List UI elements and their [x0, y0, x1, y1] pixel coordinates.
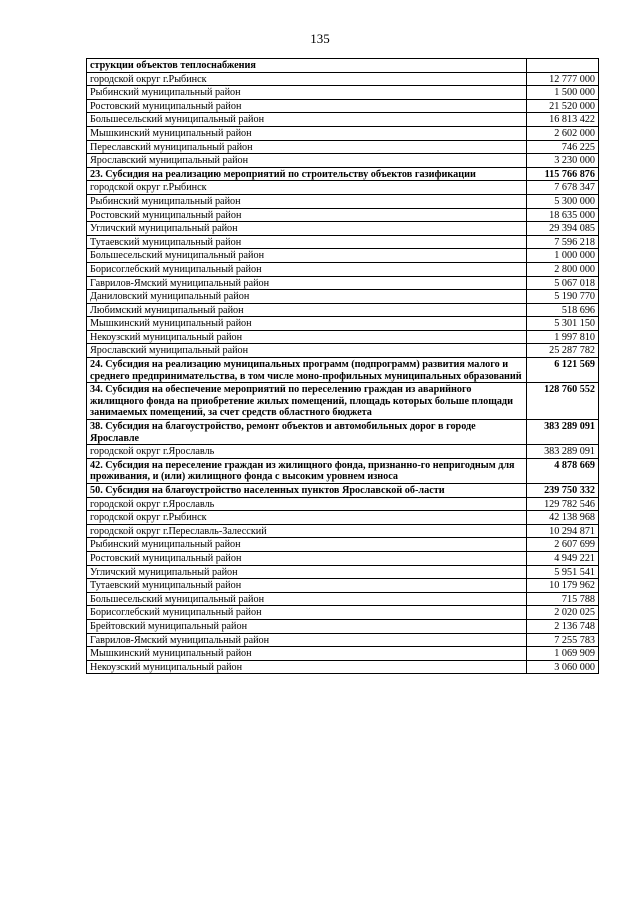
section-total: 383 289 091: [527, 420, 599, 445]
table-row: [87, 290, 599, 304]
subsidy-amount: 7 596 218: [527, 235, 599, 249]
table-row: [87, 445, 599, 459]
table-row: [87, 330, 599, 344]
subsidy-amount: 21 520 000: [527, 99, 599, 113]
recipient-name: Борисоглебский муниципальный район: [87, 262, 527, 276]
subsidy-table-body: [87, 59, 599, 674]
table-row: [87, 262, 599, 276]
recipient-name: Мышкинский муниципальный район: [87, 317, 527, 331]
subsidy-amount: 746 225: [527, 140, 599, 154]
subsidy-amount: 1 000 000: [527, 249, 599, 263]
recipient-name: Даниловский муниципальный район: [87, 290, 527, 304]
section-total: 239 750 332: [527, 484, 599, 498]
recipient-name: Рыбинский муниципальный район: [87, 194, 527, 208]
subsidy-amount: 2 136 748: [527, 619, 599, 633]
subsidy-amount: 5 300 000: [527, 194, 599, 208]
recipient-name: Брейтовский муниципальный район: [87, 619, 527, 633]
table-row: [87, 497, 599, 511]
recipient-name: городской округ г.Рыбинск: [87, 72, 527, 86]
subsidy-amount: 5 190 770: [527, 290, 599, 304]
table-row: [87, 633, 599, 647]
subsidy-amount: 25 287 782: [527, 344, 599, 358]
recipient-name: Ростовский муниципальный район: [87, 551, 527, 565]
recipient-name: Борисоглебский муниципальный район: [87, 606, 527, 620]
section-header-row: [87, 484, 599, 498]
recipient-name: городской округ г.Рыбинск: [87, 511, 527, 525]
recipient-name: Угличский муниципальный район: [87, 222, 527, 236]
recipient-name: Ярославский муниципальный район: [87, 154, 527, 168]
subsidy-amount: 7 255 783: [527, 633, 599, 647]
table-row: [87, 565, 599, 579]
subsidy-amount: 4 949 221: [527, 551, 599, 565]
table-row: [87, 344, 599, 358]
subsidy-amount: 3 060 000: [527, 660, 599, 674]
recipient-name: Ярославский муниципальный район: [87, 344, 527, 358]
table-row: [87, 551, 599, 565]
subsidy-amount: 12 777 000: [527, 72, 599, 86]
table-row: [87, 99, 599, 113]
subsidy-amount: 42 138 968: [527, 511, 599, 525]
recipient-name: Рыбинский муниципальный район: [87, 538, 527, 552]
recipient-name: Гаврилов-Ямский муниципальный район: [87, 633, 527, 647]
recipient-name: Переславский муниципальный район: [87, 140, 527, 154]
subsidy-amount: 518 696: [527, 303, 599, 317]
recipient-name: Большесельский муниципальный район: [87, 113, 527, 127]
recipient-name: Гаврилов-Ямский муниципальный район: [87, 276, 527, 290]
recipient-name: Тутаевский муниципальный район: [87, 235, 527, 249]
recipient-name: Ростовский муниципальный район: [87, 99, 527, 113]
table-row: [87, 511, 599, 525]
table-row: [87, 235, 599, 249]
table-row: [87, 660, 599, 674]
recipient-name: Тутаевский муниципальный район: [87, 579, 527, 593]
recipient-name: городской округ г.Переславль-Залесский: [87, 524, 527, 538]
table-row: [87, 606, 599, 620]
section-header-row: [87, 358, 599, 383]
table-row: [87, 276, 599, 290]
subsidy-amount: 3 230 000: [527, 154, 599, 168]
subsidy-amount: 2 607 699: [527, 538, 599, 552]
section-title: 38. Субсидия на благоустройство, ремонт объектов и автомобильных дорог в городе Ярославле: [87, 420, 527, 445]
subsidy-table: [86, 58, 599, 674]
table-row: [87, 592, 599, 606]
section-total: 4 878 669: [527, 458, 599, 483]
recipient-name: городской округ г.Рыбинск: [87, 181, 527, 195]
recipient-name: Мышкинский муниципальный район: [87, 126, 527, 140]
table-row: [87, 126, 599, 140]
table-row: [87, 303, 599, 317]
subsidy-amount: 2 020 025: [527, 606, 599, 620]
subsidy-amount: 5 951 541: [527, 565, 599, 579]
section-title: 50. Субсидия на благоустройство населенных пунктов Ярославской об-ласти: [87, 484, 527, 498]
section-header-row: [87, 420, 599, 445]
subsidy-amount: 383 289 091: [527, 445, 599, 459]
table-row: [87, 538, 599, 552]
recipient-name: городской округ г.Ярославль: [87, 497, 527, 511]
section-total: 115 766 876: [527, 167, 599, 181]
subsidy-amount: 1 069 909: [527, 647, 599, 661]
table-row: [87, 524, 599, 538]
subsidy-amount: 10 179 962: [527, 579, 599, 593]
subsidy-amount: 5 301 150: [527, 317, 599, 331]
table-row: [87, 579, 599, 593]
table-row: [87, 208, 599, 222]
section-title: 24. Субсидия на реализацию муниципальных программ (подпрограмм) развития малого и среднего предпринимательства, в том числе моно-профильных муниципальных образований: [87, 358, 527, 383]
subsidy-amount: 2 800 000: [527, 262, 599, 276]
section-title: струкции объектов теплоснабжения: [87, 59, 527, 73]
recipient-name: Большесельский муниципальный район: [87, 249, 527, 263]
section-title: 23. Субсидия на реализацию мероприятий по строительству объектов газификации: [87, 167, 527, 181]
table-row: [87, 154, 599, 168]
recipient-name: городской округ г.Ярославль: [87, 445, 527, 459]
section-title: 42. Субсидия на переселение граждан из жилищного фонда, признанно-го непригодным для проживания, и (или) жилищного фонда с высоким уровнем износа: [87, 458, 527, 483]
recipient-name: Угличский муниципальный район: [87, 565, 527, 579]
table-row: [87, 72, 599, 86]
table-row: [87, 86, 599, 100]
table-row: [87, 194, 599, 208]
table-row: [87, 647, 599, 661]
section-header-row: [87, 59, 599, 73]
table-row: [87, 619, 599, 633]
table-row: [87, 249, 599, 263]
recipient-name: Некоузский муниципальный район: [87, 330, 527, 344]
recipient-name: Рыбинский муниципальный район: [87, 86, 527, 100]
subsidy-amount: 2 602 000: [527, 126, 599, 140]
recipient-name: Большесельский муниципальный район: [87, 592, 527, 606]
recipient-name: Любимский муниципальный район: [87, 303, 527, 317]
table-row: [87, 113, 599, 127]
table-row: [87, 181, 599, 195]
subsidy-amount: 29 394 085: [527, 222, 599, 236]
section-header-row: [87, 458, 599, 483]
section-total: 6 121 569: [527, 358, 599, 383]
section-header-row: [87, 167, 599, 181]
recipient-name: Ростовский муниципальный район: [87, 208, 527, 222]
subsidy-amount: 5 067 018: [527, 276, 599, 290]
section-title: 34. Субсидия на обеспечение мероприятий по переселению граждан из аварийного жилищного фонда на приобретение жилых помещений, площадь которых больше площади занимаемых помещений, за счет средств областного бюджета: [87, 383, 527, 420]
section-total: 128 760 552: [527, 383, 599, 420]
table-row: [87, 222, 599, 236]
subsidy-amount: 1 997 810: [527, 330, 599, 344]
subsidy-amount: 1 500 000: [527, 86, 599, 100]
section-header-row: [87, 383, 599, 420]
subsidy-amount: 10 294 871: [527, 524, 599, 538]
subsidy-amount: 7 678 347: [527, 181, 599, 195]
subsidy-amount: 129 782 546: [527, 497, 599, 511]
subsidy-amount: 715 788: [527, 592, 599, 606]
table-row: [87, 317, 599, 331]
subsidy-amount: 16 813 422: [527, 113, 599, 127]
section-total: [527, 59, 599, 73]
recipient-name: Мышкинский муниципальный район: [87, 647, 527, 661]
recipient-name: Некоузский муниципальный район: [87, 660, 527, 674]
table-row: [87, 140, 599, 154]
subsidy-amount: 18 635 000: [527, 208, 599, 222]
page-number: 135: [310, 31, 330, 46]
